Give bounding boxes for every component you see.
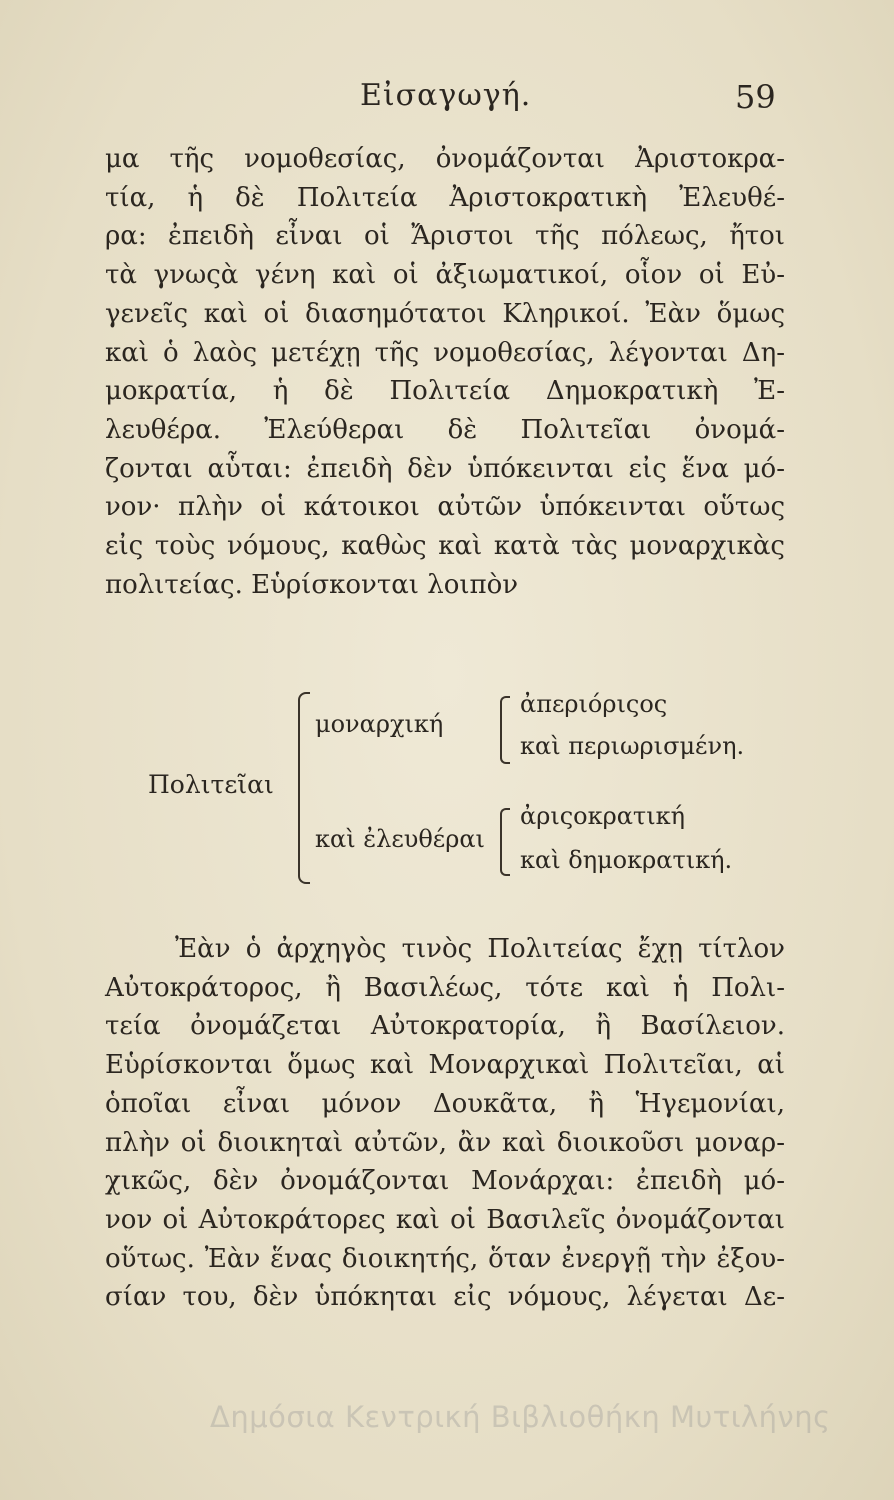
classification-scheme xyxy=(0,680,894,900)
text-line: χικῶς, δὲν ὀνομάζονται Μονάρχαι: ἐπειδὴ μό- xyxy=(105,1166,785,1197)
text-line: πλὴν οἱ διοικηταὶ αὐτῶν, ἂν καὶ διοικοῦσι μοναρ- xyxy=(105,1127,785,1158)
text-line: λευθέρα. Ἐλεύθεραι δὲ Πολιτεῖαι ὀνομά- xyxy=(105,414,785,445)
text-line: μα τῆς νομοθεσίας, ὀνομάζονται Ἀριστοκρα- xyxy=(105,144,785,174)
brace-main xyxy=(298,692,310,884)
scheme-branch-1: μοναρχική xyxy=(315,710,444,738)
paragraph-2 xyxy=(105,930,785,1317)
brace-branch-1 xyxy=(500,696,510,764)
text-line: ζονται αὗται: ἐπειδὴ δὲν ὑπόκεινται εἰς ἕνα μό- xyxy=(105,453,785,484)
text-line: μοκρατία, ἡ δὲ Πολιτεία Δημοκρατικὴ Ἐ- xyxy=(105,376,785,407)
running-head xyxy=(0,78,894,122)
scheme-item: ἀριςοκρατική xyxy=(520,802,685,830)
page-number: 59 xyxy=(735,78,776,116)
text-line: καὶ ὁ λαὸς μετέχῃ τῆς νομοθεσίας, λέγονται Δη- xyxy=(105,337,785,368)
text-line: σίαν του, δὲν ὑπόκηται εἰς νόμους, λέγεται Δε- xyxy=(105,1282,785,1313)
text-line: τεία ὀνομάζεται Αὐτοκρατορία, ἢ Βασίλειον. xyxy=(105,1011,785,1042)
scheme-item: καὶ περιωρισμένη. xyxy=(520,732,745,760)
text-line: γενεῖς καὶ οἱ διασημότατοι Κληρικοί. Ἐὰν ὅμως xyxy=(105,298,785,329)
text-line: τὰ γνωςὰ γένη καὶ οἱ ἀξιωματικοί, οἷον οἱ Εὐ- xyxy=(105,260,785,291)
text-line: πολιτείας. Εὑρίσκονται λοιπὸν xyxy=(105,569,519,600)
text-line: Ἐὰν ὁ ἀρχηγὸς τινὸς Πολιτείας ἔχῃ τίτλον xyxy=(175,934,785,964)
scheme-root: Πολιτεῖαι xyxy=(148,770,274,799)
text-line: Αὐτοκράτορος, ἢ Βασιλέως, τότε καὶ ἡ Πολι- xyxy=(105,972,785,1003)
scheme-item: καὶ δημοκρατική. xyxy=(520,846,733,874)
paragraph-1 xyxy=(105,140,785,604)
library-watermark: Δημόσια Κεντρική Βιβλιοθήκη Μυτιλήνης xyxy=(210,1400,831,1434)
text-line: νον· πλὴν οἱ κάτοικοι αὐτῶν ὑπόκεινται οὕτως xyxy=(105,492,785,523)
scheme-branch-2: καὶ ἐλευθέραι xyxy=(315,825,485,853)
running-head-title: Εἰσαγωγή. xyxy=(360,78,532,113)
text-line: νον οἱ Αὐτοκράτορες καὶ οἱ Βασιλεῖς ὀνομάζονται xyxy=(105,1204,785,1235)
text-line: ρα: ἐπειδὴ εἶναι οἱ Ἄριστοι τῆς πόλεως, ἤτοι xyxy=(105,221,785,252)
scheme-item: ἀπεριόριςος xyxy=(520,690,668,718)
text-line: εἰς τοὺς νόμους, καθὼς καὶ κατὰ τὰς μοναρχικὰς xyxy=(105,531,785,562)
text-line: ὁποῖαι εἶναι μόνον Δουκᾶτα, ἢ Ἡγεμονίαι, xyxy=(105,1088,785,1119)
text-line: τία, ἡ δὲ Πολιτεία Ἀριστοκρατικὴ Ἐλευθέ- xyxy=(105,182,785,213)
text-line: οὕτως. Ἐὰν ἕνας διοικητής, ὅταν ἐνεργῇ τὴν ἐξου- xyxy=(105,1243,785,1274)
brace-branch-2 xyxy=(500,808,510,876)
text-line: Εὑρίσκονται ὅμως καὶ Μοναρχικαὶ Πολιτεῖαι, αἱ xyxy=(105,1050,785,1081)
